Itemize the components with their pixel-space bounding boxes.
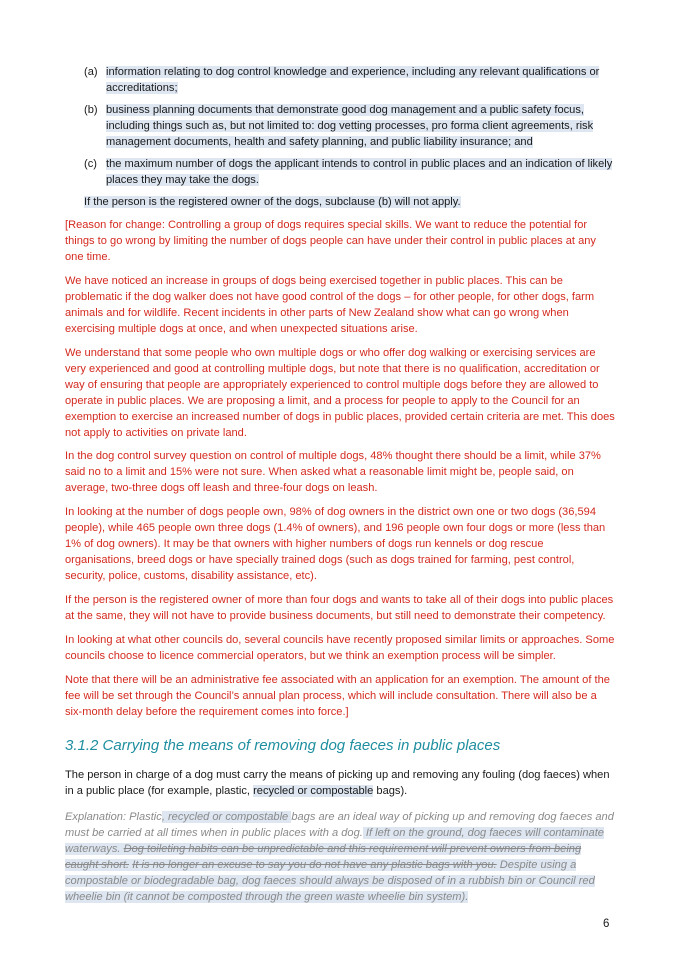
explanation-text-highlight-3: Despite using a compostable or biodegradable bag, dog faeces should always be disposed of in a rubbish bin or Council red wheelie bin (it cannot be composted through the green waste wheelie bin system).	[65, 859, 595, 903]
list-item-label: (a)	[84, 66, 98, 78]
list-item-text: business planning documents that demonstrate good dog management and a public safety focus, including things such as, but not limited to: dog vetting processes, pro forma client agreements, risk management documents, health and safety planning, and public liability insurance; and	[106, 104, 594, 148]
explanation-text-highlight-1: , recycled or compostable	[161, 811, 292, 823]
explanation-struck-1: Dog toileting habits can be unpredictable and this requirement will prevent owners from being caught short.	[65, 843, 582, 871]
reason-paragraph: In looking at what other councils do, several councils have recently proposed similar limits or approaches. Some councils choose to licence commercial operators, but we think an exemption process will be simpler.	[65, 634, 615, 662]
reason-paragraph: Note that there will be an administrative fee associated with an application for an exemption. The amount of the fee will be set through the Council’s annual plan process, which will include consultation. There will also be a six-month delay before the requirement comes into force.]	[65, 674, 610, 718]
reason-paragraph: We understand that some people who own multiple dogs or who offer dog walking or exercising services are very experienced and good at controlling multiple dogs, but note that there is no qualification, accreditation or way of ensuring that people are appropriately experienced to control multiple dogs before they are allowed to operate in public places. We are proposing a limit, and a process for people to apply to the Council for an exemption to exercise an increased number of dogs in public places, provided certain criteria are met. This does not apply to activities on private land.	[65, 347, 615, 439]
reason-paragraph: If the person is the registered owner of more than four dogs and wants to take all of their dogs into public places at the same, they will not have to provide business documents, but still need to demonstrate their competency.	[65, 594, 614, 622]
rule-text-3: bags).	[373, 785, 408, 797]
explanation-text-1: Explanation: Plastic	[65, 811, 162, 823]
list-item-label: (b)	[84, 104, 98, 116]
explanation-struck-2: It is no longer an excuse to say you do not have any plastic bags with you.	[132, 859, 497, 871]
reason-paragraph: [Reason for change: Controlling a group of dogs requires special skills. We want to reduce the potential for things to go wrong by limiting the number of dogs people can have under their control in public places at any one time.	[65, 219, 596, 263]
reason-paragraph: In the dog control survey question on control of multiple dogs, 48% thought there should be a limit, while 37% said no to a limit and 15% were not sure. When asked what a reasonable limit might be, people said, on average, two-three dogs off leash and three-four dogs on leash.	[65, 450, 601, 494]
reason-paragraph: In looking at the number of dogs people own, 98% of dog owners in the district own one or two dogs (36,594 people), while 465 people own three dogs (1.4% of owners), and 196 people own four dogs or more (less than 1% of dog owners). It may be that owners with higher numbers of dogs run kennels or dog rescue organisations, breed dogs or have specially trained dogs (such as dogs trained for farming, pest control, security, police, customs, disability assistance, etc).	[65, 506, 606, 582]
explanation-text-highlight-2: If left on the ground, dog faeces will contaminate waterways.	[65, 827, 604, 855]
list-item-label: (c)	[84, 158, 97, 170]
section-heading: 3.1.2 Carrying the means of removing dog faeces in public places	[65, 737, 501, 754]
owner-clause-text: If the person is the registered owner of the dogs, subclause (b) will not apply.	[84, 196, 461, 208]
explanation-paragraph	[65, 809, 615, 905]
rule-text-1: The person in charge of a dog must carry the means of picking up and removing any fouling (dog faeces) when in a public place (for example, plastic,	[65, 769, 610, 797]
owner-clause	[84, 194, 634, 210]
list-item-text: the maximum number of dogs the applicant intends to control in public places and an indication of likely places they may take the dogs.	[106, 158, 613, 186]
reason-paragraph: We have noticed an increase in groups of dogs being exercised together in public places. This can be problematic if the dog walker does not have good control of the dogs – for other people, for other dogs, farm animals and for wildlife. Recent incidents in other parts of New Zealand show what can go wrong when exercising multiple dogs at once, and when unexpected situations arise.	[65, 275, 595, 335]
rule-paragraph	[65, 767, 615, 799]
rule-text-highlight: recycled or compostable	[253, 785, 374, 797]
explanation-text-3: bags are an ideal way of picking up and removing dog faeces and must be carried at all times when in public places with a dog.	[65, 811, 614, 839]
page-number: 6	[603, 918, 610, 930]
list-item-text: information relating to dog control knowledge and experience, including any relevant qualifications or accreditations;	[106, 66, 600, 94]
